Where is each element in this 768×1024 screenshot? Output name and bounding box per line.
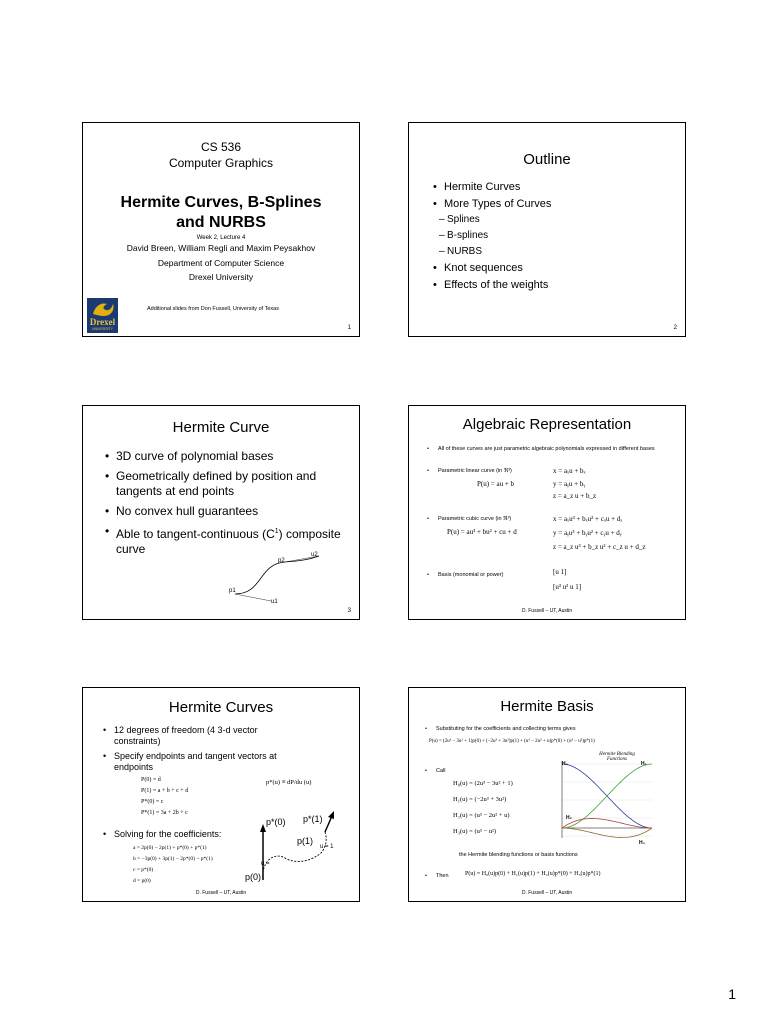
slide-title: Hermite Basis [500,698,594,715]
slide-title: Outline [523,151,571,168]
chart-label-h1: H₁ [641,761,647,767]
bullet-item: • Call [425,768,445,774]
bullet-item: • Parametric cubic curve (in ℜ³) [427,516,511,522]
slide-6 [408,687,686,902]
blending-functions-chart [557,756,657,844]
chart-label-h3: H₃ [639,840,645,846]
solution-d: d = p(0) [133,878,151,884]
bullet-item: • Then [425,873,449,879]
diagram-label-u2: u2 [311,552,318,558]
blend-h2: H₂(u) = (u³ − 2u² + u) [453,812,510,819]
chart-label-h0: H₀ [562,761,568,767]
chart-grid [562,764,652,836]
bullet-item: • Parametric linear curve (in ℜ³) [427,468,512,474]
drexel-logo [87,298,118,333]
hermite-combined-equation: P(u) = H₀(u)p(0) + H₁(u)p(1) + H₂(u)p*(0) + H₃(u)p*(1) [465,871,601,877]
diagram-label-point1: p(1) [297,836,314,846]
bullet-list [105,449,355,557]
cubic-z: z = a_z u³ + b_z u² + c_z u + d_z [553,543,646,551]
slide-title: Hermite Curves [168,699,274,716]
basis-linear: [u 1] [553,568,567,576]
diagram-label-u1: u = 1 [320,844,334,850]
bullet-list [425,873,449,879]
blend-h3: H₃(u) = (u³ − u²) [453,828,497,835]
slide-title-line2: and NURBS [176,214,266,231]
slide-number: 3 [347,608,351,614]
bullet-item: • Specify endpoints and tangent vectors at endpoints [103,751,303,773]
bullet-list [427,468,512,474]
solution-a: a = 2p(0) − 2p(1) + p*(0) + p*(1) [133,845,207,851]
bullet-list [427,446,667,453]
slide-footer: D. Fussell – UT, Austin [521,890,573,896]
outline-list [433,179,551,293]
slide-footer: D. Fussell – UT, Austin [521,608,573,614]
slide-number: 2 [673,325,677,331]
constraint-eq-1: P(0) = d [141,777,161,783]
bullet-list [427,516,511,522]
diagram-label-u0: u = [261,861,270,867]
constraint-eq-3: P*(0) = c [141,799,164,805]
chart-label-h2: H₂ [566,815,572,821]
diagram-label-point0: p(0) [245,872,262,882]
blend-h0: H₀(u) = (2u³ − 3u² + 1) [453,780,513,787]
blend-h1: H₁(u) = (−2u³ + 3u²) [453,796,507,803]
bullet-list [425,768,445,774]
constraint-eq-4: P*(1) = 3a + 2b + c [141,810,188,816]
bullet-item: • Substituting for the coefficients and collecting terms gives [425,726,576,732]
slide-title: Algebraic Representation [462,416,632,433]
slide-title: Hermite Curve [172,419,270,436]
derivative-def: p*(u) ≡ dP/du (u) [266,779,312,786]
outline-item-knots: • Knot sequences [433,260,551,277]
diagram-label-tangent0: p*(0) [266,817,286,827]
outline-item-weights: • Effects of the weights [433,277,551,294]
bullet-sup: 1 [274,528,279,535]
bullet-item: • Geometrically defined by position and tangents at end points [105,469,355,499]
bullet-text: ) composite curve [116,527,341,556]
cubic-equation: P(u) = au³ + bu² + cu + d [447,528,517,536]
bullet-item: • 12 degrees of freedom (4 3-d vector constraints) [103,725,303,747]
bullet-item: • 3D curve of polynomial bases [105,449,355,464]
department: Department of Computer Science [157,258,285,268]
course-code: CS 536 [200,140,242,154]
diagram-label-tangent1: p*(1) [303,814,323,824]
outline-subitem-splines: – Splines [433,212,551,228]
credit-line: Additional slides from Don Fussell, University of Texas [147,306,279,312]
logo-subtext: UNIVERSITY [91,327,113,331]
solution-c: c = p*(0) [133,867,154,873]
diagram-label-p2: p2 [278,558,285,564]
h2-curve [562,819,652,828]
slide-1 [82,122,360,337]
page-number: 1 [728,986,736,1002]
linear-equation: P(u) = au + b [477,480,515,488]
outline-subitem-bsplines: – B-splines [433,228,551,244]
chart-title: Hermite Blending Functions [599,752,635,762]
linear-z: z = a_z u + b_z [553,492,597,500]
lecture-label: Week 2, Lecture 4 [196,235,246,241]
university: Drexel University [188,272,254,282]
bullet-item: • No convex hull guarantees [105,504,355,519]
bullet-list [103,829,221,839]
linear-x: x = aₓu + bₓ [553,467,586,475]
course-subject: Computer Graphics [168,156,274,170]
h1-curve [562,764,652,828]
diagram-label-u1: u1 [271,599,278,605]
slide-footer: D. Fussell – UT, Austin [195,890,247,896]
slide-3 [82,405,360,620]
cubic-x: x = aₓu³ + bₓu² + cₓu + dₓ [553,515,623,523]
cubic-y: y = aᵧu³ + bᵧu² + cᵧu + dᵧ [553,529,622,537]
slide-number: 1 [347,325,351,331]
authors: David Breen, William Regli and Maxim Peysakhov [126,243,316,253]
logo-text: Drexel [89,317,116,327]
bullet-item: • All of these curves are just parametric algebraic polynomials expressed in different bases [427,446,667,453]
bullet-item: • Solving for the coefficients: [103,829,221,839]
slide-4 [408,405,686,620]
constraint-eq-2: P(1) = a + b + c + d [141,788,189,794]
solution-b: b = −3p(0) + 3p(1) − 2p*(0) − p*(1) [133,856,213,862]
bullet-list [427,572,503,578]
slide-title-line1: Hermite Curves, B-Splines [120,194,322,211]
slide-5 [82,687,360,902]
slide-2 [408,122,686,337]
hermite-full-equation: P(u) = (2u³ − 3u² + 1)p(0) + (−2u³ + 3u²)p(1) + (u³ − 2u² + u)p*(0) + (u³ − u²)p*(1) [429,739,595,744]
outline-subitem-nurbs: – NURBS [433,244,551,260]
basis-cubic: [u³ u² u 1] [553,583,582,591]
bullet-list [425,726,576,732]
bullet-list [103,725,303,773]
bullet-item: • Basis (monomial or power) [427,572,503,578]
linear-y: y = aᵧu + bᵧ [553,480,586,488]
blending-caption: the Hermite blending functions or basis functions [459,852,578,858]
bullet-text: Able to tangent-continuous (C [116,527,275,541]
outline-item-more-types: • More Types of Curves [433,196,551,213]
outline-item-hermite: • Hermite Curves [433,179,551,196]
diagram-label-p1: p1 [229,588,236,594]
